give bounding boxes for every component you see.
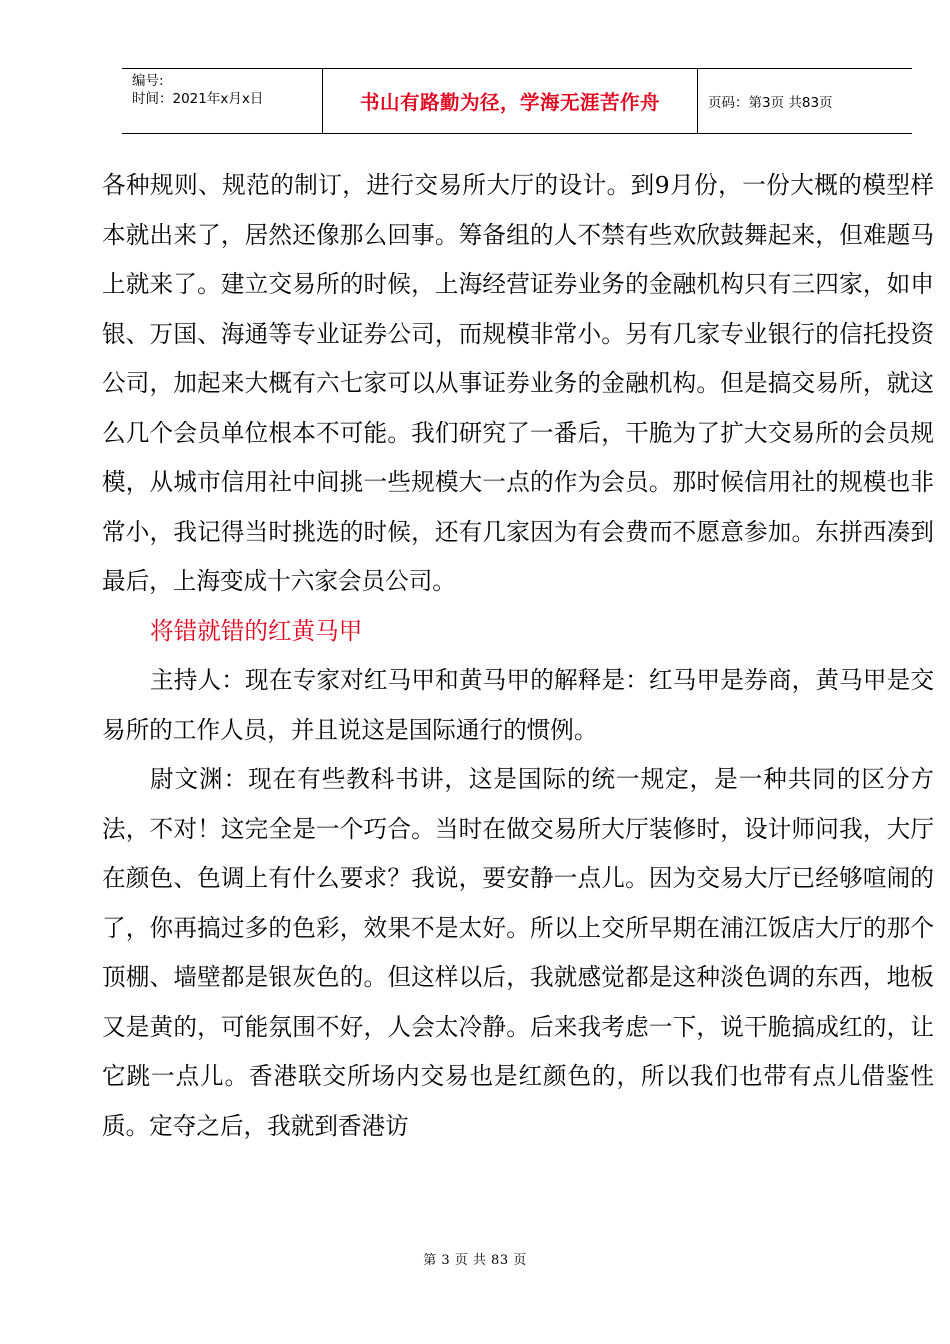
body-paragraph: 尉文渊：现在有些教科书讲，这是国际的统一规定，是一种共同的区分方法，不对！这完全是一个巧合。当时在做交易所大厅装修时，设计师问我，大厅在颜色、色调上有什么要求？我说，要安静一点儿。因为交易大厅已经够喧闹的了，你再搞过多的色彩，效果不是太好。所以上交所早期在浦江饭店大厅的那个顶棚、墙壁都是银灰色的。但这样以后，我就感觉都是这种淡色调的东西，地板又是黄的，可能氛围不好，人会太冷静。后来我考虑一下，说干脆搞成红的，让它跳一点儿。香港联交所场内交易也是红颜色的，所以我们也带有点儿借鉴性质。定夺之后，我就到香港访 [102,765,934,1140]
header-page-info: 页码：第3页 共83页 [708,95,833,111]
section-heading: 将错就错的红黄马甲 [150,616,363,645]
header-meta [122,69,323,133]
document-number-label: 编号: [132,73,164,89]
body-paragraph: 各种规则、规范的制订，进行交易所大厅的设计。到9月份，一份大概的模型样本就出来了，居然还像那么回事。筹备组的人不禁有些欢欣鼓舞起来，但难题马上就来了。建立交易所的时候，上海经营证券业务的金融机构只有三四家，如申银、万国、海通等专业证券公司，而规模非常小。另有几家专业银行的信托投资公司，加起来大概有六七家可以从事证券业务的金融机构。但是搞交易所，就这么几个会员单位根本不可能。我们研究了一番后，干脆为了扩大交易所的会员规模，从城市信用社中间挑一些规模大一点的作为会员。那时候信用社的规模也非常小，我记得当时挑选的时候，还有几家因为有会费而不愿意参加。东拼西凑到最后，上海变成十六家会员公司。 [102,171,934,595]
body-paragraph: 主持人：现在专家对红马甲和黄马甲的解释是：红马甲是券商，黄马甲是交易所的工作人员，并且说这是国际通行的惯例。 [102,666,934,744]
document-body [102,161,934,1151]
document-time-label: 时间：2021年x月x日 [132,91,264,107]
header-motto: 书山有路勤为径，学海无涯苦作舟 [323,69,698,133]
page-footer: 第 3 页 共 83 页 [423,1253,527,1268]
page-header [122,68,912,134]
